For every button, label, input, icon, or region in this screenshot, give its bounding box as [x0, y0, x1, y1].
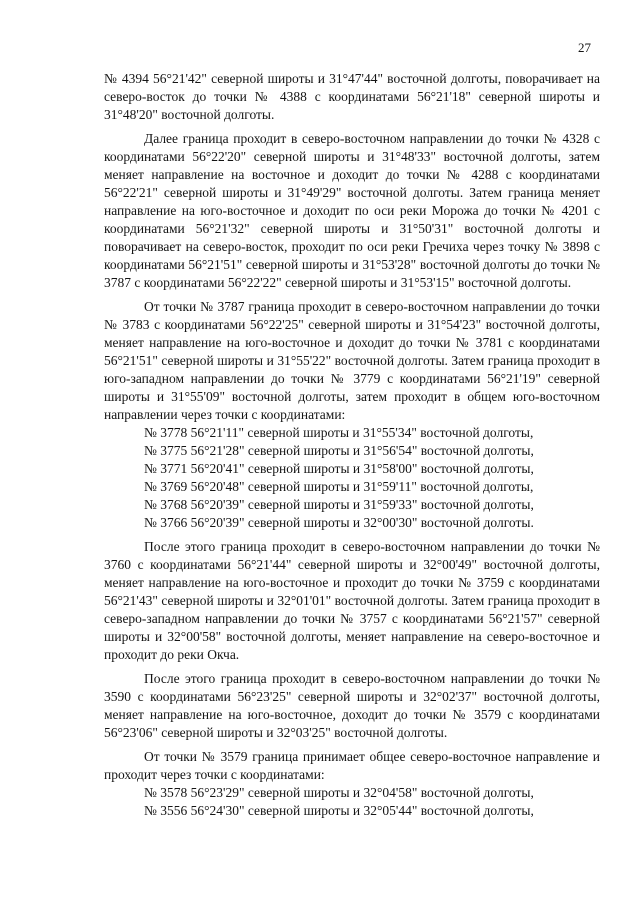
- paragraph-2: Далее граница проходит в северо-восточном направлении до точки № 4328 с координатами 56°22'20" северной широты и 31°48'33" восточной долготы, затем меняет направление на восточное и доходит до точки № 4288 с координатами 56°22'21" северной широты и 31°49'29" восточной долготы. Затем граница меняет направление на юго-восточное и доходит по оси реки Морожа до точки № 4201 с координатами 56°21'32" северной широты и 31°50'31" восточной долготы и поворачивает на северо-восток, проходит по оси реки Гречиха через точку № 3898 с координатами 56°21'51" северной широты и 31°53'28" восточной долготы до точки № 3787 с координатами 56°22'22" северной широты и 31°53'15" восточной долготы.: [104, 131, 600, 290]
- list-item: № 3766 56°20'39" северной широты и 32°00'30" восточной долготы.: [144, 515, 534, 530]
- list-item: № 3556 56°24'30" северной широты и 32°05'44" восточной долготы,: [144, 803, 534, 818]
- paragraph-6: От точки № 3579 граница принимает общее северо-восточное направление и проходит через точки с координатами:: [104, 749, 600, 782]
- paragraph-5: После этого граница проходит в северо-восточном направлении до точки № 3590 с координатами 56°23'25" северной широты и 32°02'37" восточной долготы, меняет направление на юго-восточное, доходит до точки № 3579 с координатами 56°23'06" северной широты и 32°03'25" восточной долготы.: [104, 671, 600, 740]
- paragraph-1: № 4394 56°21'42" северной широты и 31°47'44" восточной долготы, поворачивает на северо-восток до точки № 4388 с координатами 56°21'18" северной широты и 31°48'20" восточной долготы.: [104, 71, 600, 122]
- list-item: № 3778 56°21'11" северной широты и 31°55'34" восточной долготы,: [144, 425, 534, 440]
- point-list-a: [104, 424, 600, 532]
- point-list-b: [104, 784, 600, 820]
- list-item: № 3578 56°23'29" северной широты и 32°04'58" восточной долготы,: [144, 785, 534, 800]
- paragraph-3: От точки № 3787 граница проходит в северо-восточном направлении до точки № 3783 с координатами 56°22'25" северной широты и 31°54'23" восточной долготы, меняет направление на юго-восточное и доходит до точки № 3781 с координатами 56°21'51" северной широты и 31°55'22" восточной долготы. Затем граница проходит в юго-западном направлении до точки № 3779 с координатами 56°21'19" северной широты и 31°55'09" восточной долготы, затем проходит в общем юго-восточном направлении через точки с координатами:: [104, 299, 600, 422]
- paragraph-4: После этого граница проходит в северо-восточном направлении до точки № 3760 с координатами 56°21'44" северной широты и 32°00'49" восточной долготы, меняет направление на юго-восточное и проходит до точки № 3759 с координатами 56°21'43" северной широты и 32°01'01" восточной долготы. Затем граница проходит в северо-западном направлении до точки № 3757 с координатами 56°21'57" северной широты и 32°00'58" восточной долготы, меняет направление на северо-восточное и проходит до реки Окча.: [104, 539, 600, 662]
- document-body: [104, 70, 600, 820]
- list-item: № 3775 56°21'28" северной широты и 31°56'54" восточной долготы,: [144, 443, 534, 458]
- list-item: № 3768 56°20'39" северной широты и 31°59'33" восточной долготы,: [144, 497, 534, 512]
- list-item: № 3769 56°20'48" северной широты и 31°59'11" восточной долготы,: [144, 479, 534, 494]
- page-number: 27: [578, 40, 591, 55]
- list-item: № 3771 56°20'41" северной широты и 31°58'00" восточной долготы,: [144, 461, 534, 476]
